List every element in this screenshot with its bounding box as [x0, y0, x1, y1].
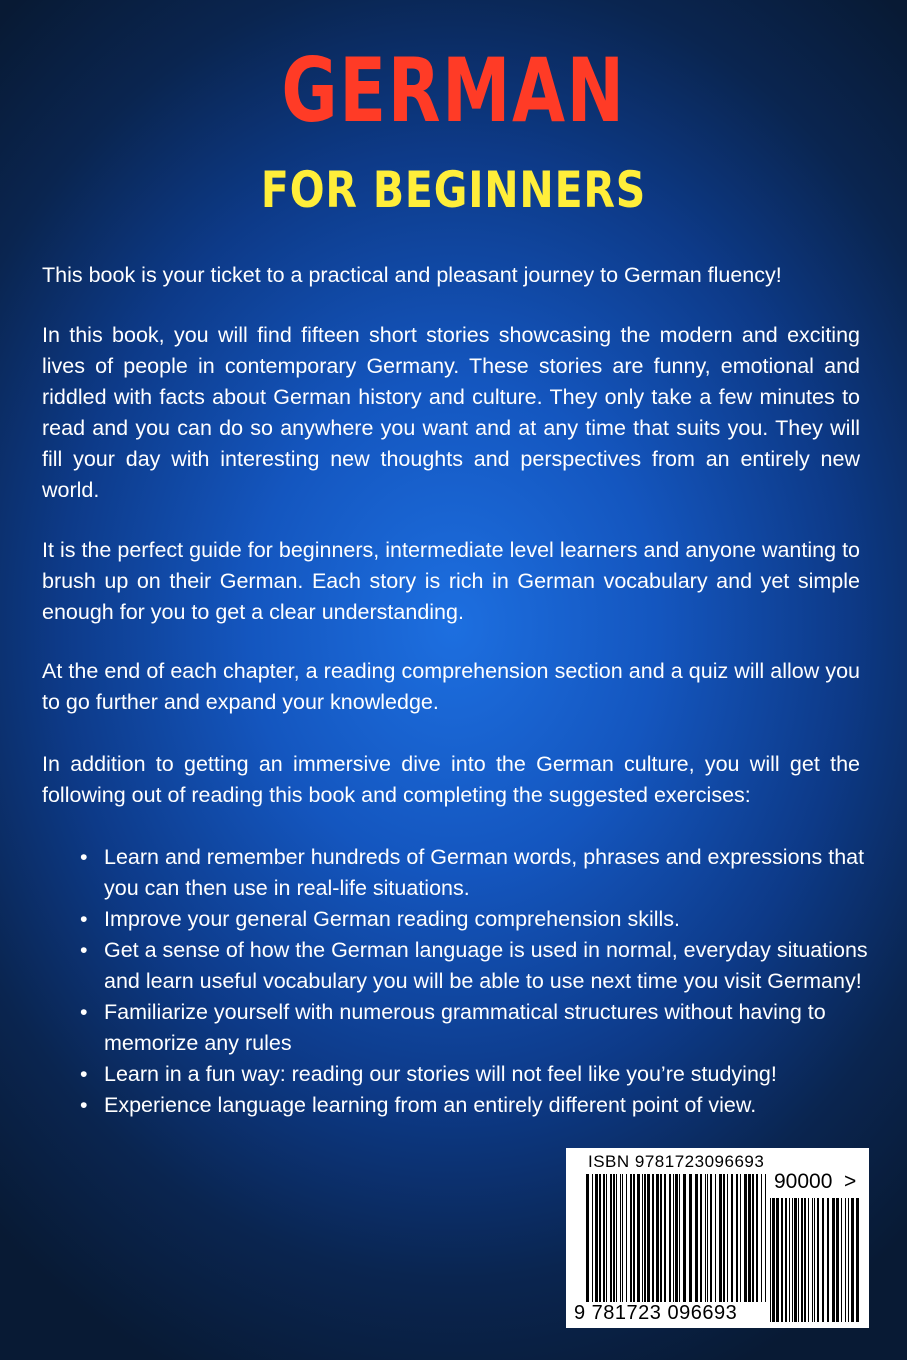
bullet-icon: •: [80, 1093, 88, 1117]
chapter-paragraph: At the end of each chapter, a reading comprehension section and a quiz will allow you to go further and expand your knowledge.: [42, 659, 860, 714]
addon-barcode-icon: [770, 1198, 860, 1322]
book-title: GERMAN: [281, 39, 626, 142]
price-code: 90000: [774, 1170, 833, 1193]
isbn-label: ISBN 9781723096693: [588, 1152, 765, 1171]
list-item: [80, 935, 880, 997]
stories-paragraph: In this book, you will find fifteen short stories showcasing the modern and exciting lives of people in contemporary Germany. These stories are funny, emotional and riddled with facts about German history and culture. They only take a few minutes to read and you can do so anywhere you want and at any time that suits you. They will fill your day with interesting new thoughts and perspectives from an entirely new world.: [42, 323, 860, 502]
bullet-icon: •: [80, 1000, 88, 1024]
list-item-text: Get a sense of how the German language is used in normal, everyday situations and learn useful vocabulary you will be able to use next time you visit Germany!: [104, 938, 868, 993]
bullet-icon: •: [80, 907, 88, 931]
list-item-text: Familiarize yourself with numerous grammatical structures without having to memorize any rules: [104, 1000, 826, 1055]
audience-paragraph: It is the perfect guide for beginners, intermediate level learners and anyone wanting to brush up on their German. Each story is rich in German vocabulary and yet simple enough for you to get a clear understanding.: [42, 538, 860, 624]
book-subtitle: FOR BEGINNERS: [260, 161, 647, 219]
bullet-icon: •: [80, 1062, 88, 1086]
list-item: [80, 1090, 880, 1121]
barcode-icon: [586, 1174, 768, 1302]
benefits-intro-paragraph: In addition to getting an immersive dive into the German culture, you will get the following out of reading this book and completing the suggested exercises:: [42, 752, 860, 807]
isbn-digits: 9 781723 096693: [574, 1302, 738, 1324]
list-item: [80, 1059, 880, 1090]
list-item: [80, 842, 880, 904]
list-item: [80, 904, 880, 935]
list-item-text: Learn in a fun way: reading our stories will not feel like you’re studying!: [104, 1062, 777, 1086]
list-item-text: Experience language learning from an entirely different point of view.: [104, 1093, 757, 1117]
list-item-text: Improve your general German reading comprehension skills.: [104, 907, 680, 931]
list-item: [80, 997, 880, 1059]
benefits-list: [80, 842, 880, 1121]
bullet-icon: •: [80, 938, 88, 962]
price-arrow: >: [844, 1170, 857, 1193]
intro-paragraph: This book is your ticket to a practical and pleasant journey to German fluency!: [42, 263, 782, 287]
list-item-text: Learn and remember hundreds of German words, phrases and expressions that you can then use in real-life situations.: [104, 845, 865, 900]
bullet-icon: •: [80, 845, 88, 869]
isbn-barcode-panel: [566, 1148, 869, 1328]
